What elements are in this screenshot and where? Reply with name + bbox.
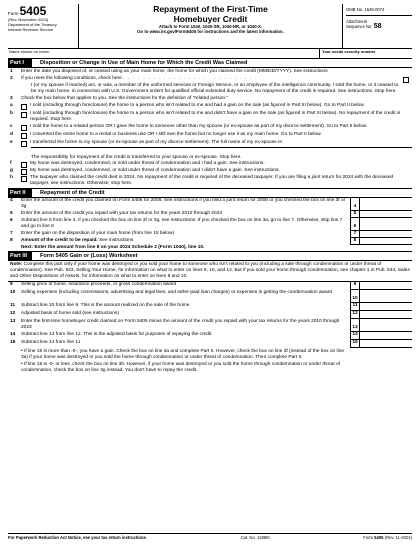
line-2-condition-text: I (or my spouse if married) am, or was, a member of the uniformed services or Foreign Service, or an employee of the intelligence community. I sold the home, or it ceased to be my main home, in connection with U.S. Government orders for qualified official extended duty service. No repayment of the credit is required. See instructions. Stop here. [31, 83, 399, 94]
line-11 [8, 303, 412, 311]
line-12-box: 12 [350, 311, 359, 319]
line-5-text: Enter the amount of the credit you repaid with your tax returns for the years 2010 through 2023 [21, 211, 223, 216]
part2-title: Repayment of the Credit [40, 190, 105, 196]
line-9 [8, 282, 412, 290]
line-12 [8, 311, 412, 319]
line-3f-checkbox[interactable] [21, 162, 27, 168]
line-9-box: 9 [350, 282, 359, 290]
footer-form-number: 5405 [374, 535, 384, 540]
part3-header [8, 252, 412, 261]
line-13-text: Enter the first-time homebuyer credit claimed on Form 5405 minus the amount of the credit you repaid with your tax returns for the years 2010 through 2023 [21, 319, 340, 330]
line-3h-checkbox[interactable] [21, 176, 27, 182]
line-10-box: 10 [350, 290, 359, 303]
line-15-box: 15 [350, 340, 359, 348]
form-page [8, 4, 412, 540]
omb-block [343, 4, 412, 48]
line-3e-letter: e [10, 140, 13, 145]
goto-instruction: Go to www.irs.gov/Form5405 for instructions and the latest information. [137, 29, 284, 35]
line-10-text: Selling expenses (including commissions, advertising and legal fees, and seller-paid loan charges) or expenses in getting the condemnation award [21, 290, 332, 295]
line-4-number: 4 [10, 198, 13, 203]
line-7-text: Enter the gain on the disposition of your main home (from line 15 below) [21, 231, 175, 236]
line-3d-text: I converted the entire home to a rental or business use OR I still own the home but no longer use it as my main home. Go to Part II below. [30, 132, 322, 137]
form-header [8, 4, 412, 49]
line-10 [8, 290, 412, 303]
line-3a-letter: a [10, 103, 13, 108]
line-6-number: 6 [10, 218, 13, 223]
line-13-amount[interactable] [359, 319, 412, 332]
line-2-number: 2 [10, 76, 13, 81]
part2-next-text: Next: Enter the amount from line 8 on your 2024 Schedule 2 (Form 1040), line 10. [21, 245, 205, 250]
line-3-text: Check the box below that applies to you. See the instructions for the definition of "related person." [21, 96, 229, 101]
line-11-number: 11 [10, 303, 16, 308]
line-4 [8, 198, 412, 211]
line-3g [8, 168, 412, 175]
line-5-amount[interactable] [359, 211, 412, 218]
note-label: Note: [10, 262, 23, 267]
line-10-amount[interactable] [359, 290, 412, 303]
part3-title: Form 5405 Gain or (Loss) Worksheet [40, 253, 138, 259]
line-8-number: 8 [10, 238, 13, 243]
line-7-amount[interactable] [359, 231, 412, 238]
line-3g-letter: g [10, 168, 13, 173]
line-3f-text: My home was destroyed, condemned, or sold under threat of condemnation and I had a gain. See instructions. [30, 161, 265, 166]
line-3e-text: I transferred the home to my spouse (or ex-spouse as part of my divorce settlement). The full name of my ex-spouse is: [30, 140, 283, 145]
ssn-field[interactable] [320, 49, 412, 58]
line-11-text: Subtract line 10 from line 9. This is the amount realized on the sale of the home [21, 303, 190, 308]
line-3-number: 3 [10, 96, 13, 101]
sequence-label: Sequence No. [346, 24, 373, 29]
name-row [8, 49, 412, 59]
bullet-2-text: • If line 15 is -0- or less, check the box on line 3b. However, if your home was destroyed or you sold the home through condemnation or under threat of condemnation, check the box on line 3g instead. You don't have to repay the credit. [21, 362, 340, 373]
footer-form-id: Form 5405 (Rev. 11-2024) [363, 535, 412, 540]
part2-next-note [8, 245, 412, 252]
line-12-number: 12 [10, 311, 16, 316]
part3-note [8, 261, 412, 282]
line-2: 2 If you meet the following conditions, check here . . . . . . . . . . . . . . . . . . . . . . . . . . [8, 76, 412, 83]
line-15-amount[interactable] [359, 340, 412, 348]
line-3a-checkbox[interactable] [21, 104, 27, 110]
line-3b [8, 111, 412, 123]
line-3h [8, 175, 412, 187]
line-3e-checkbox[interactable] [21, 141, 27, 147]
line-3d-checkbox[interactable] [21, 133, 27, 139]
form-title-line1: Repayment of the First-Time [153, 4, 268, 14]
line-3h-text: The taxpayer who claimed the credit died in 2024. No repayment of the credit is required of the deceased taxpayer. If you are filing a joint return for 2024 with the deceased taxpayer, see instructions. Otherwise, stop here. [30, 175, 394, 186]
line-3f-letter: f [10, 161, 12, 166]
line-3c-checkbox[interactable] [21, 125, 27, 131]
line-3e-note-text: The responsibility for repayment of the credit is transferred to your spouse or ex-spouse. Stop here. [31, 155, 242, 160]
form-title-line2: Homebuyer Credit [173, 13, 248, 24]
line-14-box: 14 [350, 332, 359, 340]
line-9-text: Selling price of home, insurance proceeds, or gross condemnation award [21, 282, 177, 287]
line-6-amount[interactable] [359, 218, 412, 231]
department: Department of the Treasury [8, 22, 57, 27]
line-15 [8, 340, 412, 348]
line-4-amount[interactable] [359, 198, 412, 211]
name-label: Name shown on return [9, 49, 50, 54]
bullet-1-text: • If line 15 is more than -0-, you have a gain. Check the box on line 3a and complete Part II. However, check the box on line 3f (instead of the box on line 3a) if your home was destroyed or you sold the home through condemnation or under threat of condemnation. Then complete Part II. [21, 349, 344, 360]
line-8-amount[interactable] [359, 238, 412, 245]
form-id-block [8, 4, 79, 48]
part2-header [8, 189, 412, 198]
part1-title: Disposition or Change in Use of Main Home for Which the Credit Was Claimed [40, 60, 248, 66]
line-5-number: 5 [10, 211, 13, 216]
form-footer [8, 533, 412, 540]
line-3f [8, 161, 412, 168]
part3-label: Part III [8, 252, 32, 260]
line-3 [8, 96, 412, 102]
line-2-text: If you meet the following conditions, check here [21, 76, 122, 81]
line-11-box: 11 [350, 303, 359, 311]
line-8-text: Amount of the credit to be repaid. [21, 238, 98, 243]
name-field[interactable] [8, 49, 320, 58]
part1-label: Part I [8, 59, 32, 67]
line-8-box: 8 [350, 238, 359, 245]
pra-notice: For Paperwork Reduction Act Notice, see your tax return instructions. [8, 535, 147, 540]
part2-label: Part II [8, 189, 32, 197]
line-8 [8, 238, 412, 245]
line-3d [8, 132, 412, 139]
line-1-text: Enter the date you disposed of, or ceased using as your main home, the home for which you claimed the credit (MM/DD/YYYY). See instructions [21, 69, 328, 74]
form-number: 5405 [19, 4, 47, 18]
line-7-box: 7 [350, 231, 359, 238]
omb-number: OMB No. 1545-0074 [346, 4, 412, 16]
line-9-amount[interactable] [359, 282, 412, 290]
attachment-label: Attachment [346, 19, 368, 24]
line-6 [8, 218, 412, 231]
footer-rev: (Rev. 11-2024) [384, 535, 412, 540]
part1-header [8, 59, 412, 68]
line-6-text: Subtract line 5 from line 4. If you checked the box on line 3f or 3g, see instructions. If you checked the box on line 3a, go to line 7. Otherwise, skip line 7 and go to line 8 [21, 218, 343, 229]
line-3b-letter: b [10, 111, 13, 116]
line-3d-letter: d [10, 132, 13, 137]
line-11-amount[interactable] [359, 303, 412, 311]
line-1[interactable] [8, 69, 412, 75]
line-10-number: 10 [10, 290, 16, 295]
line-8-see: See instructions [99, 238, 134, 243]
line-3c-text: I sold the home to a related person OR I gave the home to someone other than my spouse (or ex-spouse as part of my divorce settlement). Go to Part II below. [30, 124, 368, 129]
form-title-block [79, 4, 343, 48]
line-5 [8, 211, 412, 218]
line-3g-checkbox[interactable] [21, 169, 27, 175]
line-9-number: 9 [10, 282, 13, 287]
line-13 [8, 319, 412, 332]
line-3c-letter: c [10, 124, 13, 129]
line-7-number: 7 [10, 231, 13, 236]
note-text: Complete this part only if your home was destroyed or you sold your home to someone who isn't related to you (including a sale through condemnation or under threat of condemnation). See Pub. 523, Selling Your Home, for information on what to enter on lines 9, 10, and 12. But if you sold your home through condemnation, see chapter 1 in Pub. 544, Sales and Other Dispositions of Assets, for information on what to enter on lines 9 and 10. [10, 262, 410, 279]
catalog-number: Cat. No. 11880I [240, 535, 270, 540]
line-4-box: 4 [350, 198, 359, 211]
line-1-number: 1 [10, 69, 13, 74]
line-3e [8, 140, 412, 147]
line-3g-text: My home was destroyed, condemned, or sold under threat of condemnation and I didn't have a gain. See instructions. [30, 168, 280, 173]
line-3b-text: I sold (including through foreclosure) the home to a person who isn't related to me and didn't have a gain on the sale (as figured in Part III below). No repayment of the credit is required. Stop here. [30, 111, 401, 122]
revision-date: (Rev. November 2024) [8, 17, 49, 22]
line-3a [8, 103, 412, 110]
line-3h-letter: h [10, 175, 13, 180]
line-13-number: 13 [10, 319, 16, 324]
agency: Internal Revenue Service [8, 27, 53, 32]
attach-instruction: Attach to Form 1040, 1040-SR, 1040-NR, or 1040-X. [158, 24, 263, 29]
line-14-text: Subtract line 13 from line 12. This is the adjusted basis for purposes of repaying the credit [21, 332, 212, 337]
line-15-bullet-2 [8, 362, 412, 374]
form-label: Form [8, 11, 19, 16]
line-15-number: 15 [10, 340, 16, 345]
line-14 [8, 332, 412, 340]
line-14-number: 14 [10, 332, 16, 337]
line-3c [8, 124, 412, 131]
line-12-amount[interactable] [359, 311, 412, 319]
line-3b-checkbox[interactable] [21, 112, 27, 118]
line-12-text: Adjusted basis of home sold (see instructions) [21, 311, 119, 316]
line-15-text: Subtract line 14 from line 11 [21, 340, 81, 345]
ex-spouse-name-line[interactable] [8, 147, 412, 154]
line-15-bullet-1 [8, 349, 412, 361]
line-3a-text: I sold (including through foreclosure) the home to a person who isn't related to me and had a gain on the sale (as figured in Part III below). Go to Part II below. [30, 103, 365, 108]
line-6-box: 6 [350, 218, 359, 231]
line-14-amount[interactable] [359, 332, 412, 340]
line-7 [8, 231, 412, 238]
line-5-box: 5 [350, 211, 359, 218]
ssn-label: Your social security number [322, 49, 376, 54]
line-13-box: 13 [350, 319, 359, 332]
sequence-number: 58 [373, 23, 382, 30]
line-4-text: Enter the amount of the credit you claimed on Form 5405 for 2008. See instructions if you filed a joint return for 2008 or you checked the box on line 3f or 3g [21, 198, 346, 209]
line-2-condition [8, 83, 412, 95]
